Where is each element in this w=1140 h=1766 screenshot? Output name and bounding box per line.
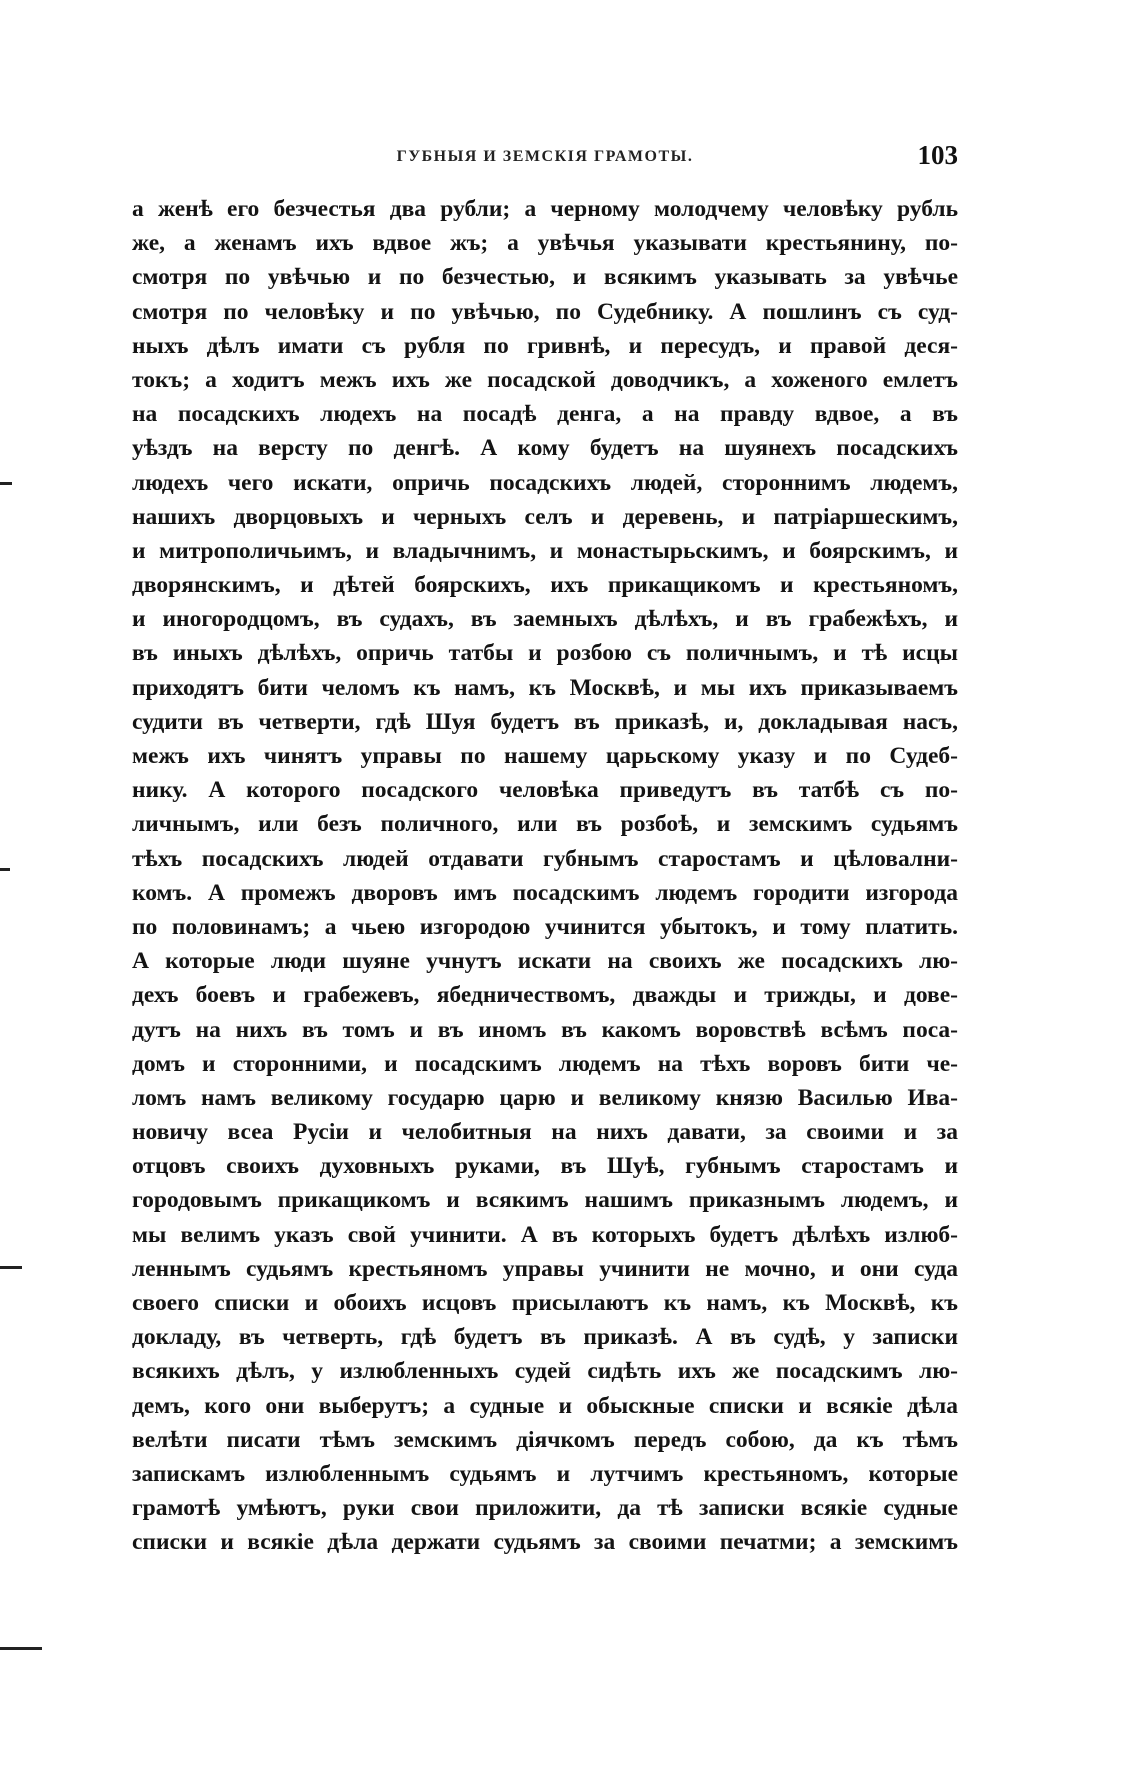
text-line: своего списки и обоихъ исцовъ присылаютъ къ намъ, къ Москвѣ, къ: [132, 1290, 958, 1316]
text-line: судити въ четверти, гдѣ Шуя будетъ въ приказѣ, и, докладывая насъ,: [132, 708, 958, 735]
text-line: въ иныхъ дѣлѣхъ, опричь татбы и розбою съ поличнымъ, и тѣ исцы: [132, 640, 958, 667]
text-line: людехъ чего искати, опричь посадскихъ людей, стороннимъ людемъ,: [132, 469, 958, 496]
text-line: А которые люди шуяне учнутъ искати на своихъ же посадскихъ лю-: [132, 948, 958, 975]
text-line: демъ, кого они выберутъ; а судные и обыскные списки и всякіе дѣла: [132, 1392, 958, 1419]
margin-mark: [0, 482, 12, 485]
page-header: [132, 140, 958, 180]
text-line: комъ. А промежъ дворовъ имъ посадскимъ людемъ городити изгорода: [132, 879, 958, 906]
text-line: смотря по увѣчью и по безчестью, и всякимъ указывать за увѣчье: [132, 264, 958, 291]
text-line: отцовъ своихъ духовныхъ руками, въ Шуѣ, губнымъ старостамъ и: [132, 1153, 958, 1180]
text-line: дворянскимъ, и дѣтей боярскихъ, ихъ прикащикомъ и крестьяномъ,: [132, 572, 958, 599]
text-line: тѣхъ посадскихъ людей отдавати губнымъ старостамъ и цѣловални-: [132, 845, 958, 872]
text-line: городовымъ прикащикомъ и всякимъ нашимъ приказнымъ людемъ, и: [132, 1187, 958, 1214]
text-line: всякихъ дѣлъ, у излюбленныхъ судей сидѣть ихъ же посадскимъ лю-: [132, 1358, 958, 1385]
page-number: 103: [917, 140, 958, 170]
text-line: по половинамъ; а чьею изгородою учинится убытокъ, и тому платить.: [132, 913, 958, 940]
running-title: ГУБНЫЯ И ЗЕМСКІЯ ГРАМОТЫ.: [396, 148, 694, 165]
text-line: мы велимъ указъ свой учинити. А въ которыхъ будетъ дѣлѣхъ излюб-: [132, 1221, 958, 1248]
margin-mark: [0, 868, 10, 871]
text-line: а женѣ его безчестья два рубли; а черному молодчему человѣку рубль: [132, 196, 958, 222]
text-line: запискамъ излюбленнымъ судьямъ и лутчимъ крестьяномъ, которые: [132, 1460, 958, 1487]
text-line: личнымъ, или безъ поличного, или въ розбоѣ, и земскимъ судьямъ: [132, 811, 958, 838]
text-line: новичу всеа Русіи и челобитныя на нихъ давати, за своими и за: [132, 1119, 958, 1146]
text-line: же, а женамъ ихъ вдвое жъ; а увѣчья указывати крестьянину, по-: [132, 230, 958, 257]
text-line: приходятъ бити челомъ къ намъ, къ Москвѣ, и мы ихъ приказываемъ: [132, 674, 958, 701]
text-line: домъ и сторонними, и посадскимъ людемъ на тѣхъ воровъ бити че-: [132, 1050, 958, 1077]
text-line: дутъ на нихъ въ томъ и въ иномъ въ какомъ воровствѣ всѣмъ поса-: [132, 1016, 958, 1043]
text-line: нику. А которого посадского человѣка приведутъ въ татбѣ съ по-: [132, 777, 958, 804]
text-line: списки и всякіе дѣла держати судьямъ за своими печатми; а земскимъ: [132, 1529, 958, 1556]
text-line: нашихъ дворцовыхъ и черныхъ селъ и деревень, и патріаршескимъ,: [132, 503, 958, 530]
text-line: и иногородцомъ, въ судахъ, въ заемныхъ дѣлѣхъ, и въ грабежѣхъ, и: [132, 606, 958, 633]
margin-mark: [0, 1266, 22, 1269]
margin-mark: [0, 1647, 42, 1650]
text-line: дехъ боевъ и грабежевъ, ябедничествомъ, дважды и трижды, и дове-: [132, 982, 958, 1009]
text-line: ныхъ дѣлъ имати съ рубля по гривнѣ, и пересудъ, и правой деся-: [132, 332, 958, 359]
text-line: смотря по человѣку и по увѣчью, по Судебнику. А пошлинъ съ суд-: [132, 298, 958, 325]
text-line: уѣздъ на версту по денгѣ. А кому будетъ на шуянехъ посадскихъ: [132, 435, 958, 462]
body-text: [132, 192, 958, 1560]
text-line: леннымъ судьямъ крестьяномъ управы учинити не мочно, и они суда: [132, 1255, 958, 1282]
text-line: докладу, въ четверть, гдѣ будетъ въ приказѣ. А въ судѣ, у записки: [132, 1324, 958, 1351]
text-line: грамотѣ умѣютъ, руки свои приложити, да тѣ записки всякіе судные: [132, 1495, 958, 1522]
text-line: межъ ихъ чинятъ управы по нашему царьскому указу и по Судеб-: [132, 743, 958, 769]
text-line: ломъ намъ великому государю царю и великому князю Василью Ива-: [132, 1084, 958, 1111]
text-line: велѣти писати тѣмъ земскимъ діячкомъ передъ собою, да къ тѣмъ: [132, 1426, 958, 1453]
text-line: и митрополичьимъ, и владычнимъ, и монастырьскимъ, и боярскимъ, и: [132, 537, 958, 564]
text-line: на посадскихъ людехъ на посадѣ денга, а на правду вдвое, а въ: [132, 401, 958, 428]
text-line: токъ; а ходитъ межъ ихъ же посадской доводчикъ, а хоженого емлетъ: [132, 366, 958, 393]
